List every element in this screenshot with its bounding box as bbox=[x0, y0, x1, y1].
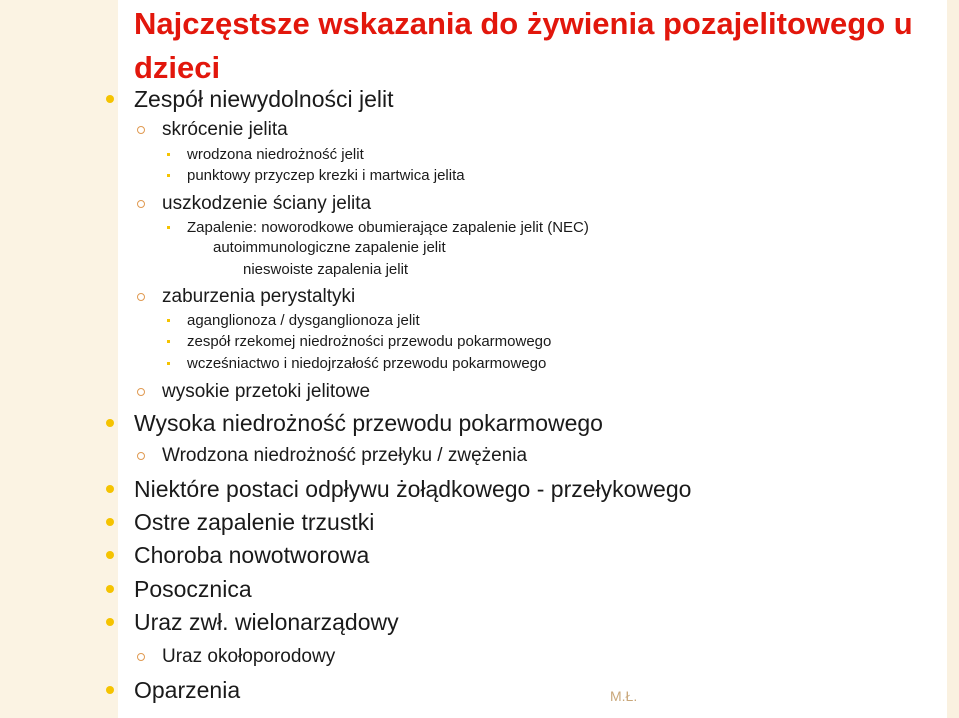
list-item-text: zespół rzekomej niedrożności przewodu pokarmowego bbox=[187, 333, 552, 350]
bullet-icon bbox=[106, 585, 114, 593]
list-item-text: skrócenie jelita bbox=[162, 119, 288, 140]
bullet-icon bbox=[137, 653, 145, 661]
list-item-text: wcześniactwo i niedojrzałość przewodu pokarmowego bbox=[187, 355, 547, 372]
list-item-text: Zapalenie: noworodkowe obumierające zapalenie jelit (NEC) bbox=[187, 219, 589, 236]
bullet-icon bbox=[167, 226, 170, 229]
list-item-text: nieswoiste zapalenia jelit bbox=[243, 261, 409, 278]
list-item-text: Wrodzona niedrożność przełyku / zwężenia bbox=[162, 445, 528, 466]
bullet-icon bbox=[137, 200, 145, 208]
list-item-text: Niektóre postaci odpływu żołądkowego - przełykowego bbox=[134, 476, 692, 502]
left-decorative-band bbox=[0, 0, 118, 718]
list-item-text: wrodzona niedrożność jelit bbox=[187, 146, 364, 163]
list-item-text: Wysoka niedrożność przewodu pokarmowego bbox=[134, 410, 603, 436]
list-item-text: punktowy przyczep krezki i martwica jelita bbox=[187, 167, 465, 184]
list-item-text: autoimmunologiczne zapalenie jelit bbox=[213, 239, 446, 256]
slide-title: Najczęstsze wskazania do żywienia pozajelitowego u dzieci bbox=[134, 6, 913, 85]
list-item-text: wysokie przetoki jelitowe bbox=[162, 381, 371, 402]
list-item-text: Choroba nowotworowa bbox=[134, 542, 370, 568]
bullet-icon bbox=[137, 388, 145, 396]
list-item-text: Ostre zapalenie trzustki bbox=[134, 509, 375, 535]
bullet-icon bbox=[106, 551, 114, 559]
bullet-icon bbox=[106, 485, 114, 493]
bullet-icon bbox=[106, 518, 114, 526]
bullet-icon bbox=[137, 293, 145, 301]
bullet-icon bbox=[167, 174, 170, 177]
bullet-icon bbox=[167, 153, 170, 156]
list-item-text: Oparzenia bbox=[134, 677, 241, 703]
bullet-icon bbox=[137, 452, 145, 460]
list-item-text: uszkodzenie ściany jelita bbox=[162, 193, 372, 214]
right-decorative-band bbox=[947, 0, 959, 718]
bullet-icon bbox=[106, 618, 114, 626]
bullet-icon bbox=[167, 340, 170, 343]
list-item-text: Uraz zwł. wielonarządowy bbox=[134, 609, 399, 635]
author-initials: M.Ł. bbox=[610, 688, 638, 704]
bullet-icon bbox=[167, 319, 170, 322]
list-item-text: Posocznica bbox=[134, 576, 252, 602]
bullet-icon bbox=[106, 419, 114, 427]
list-item-text: Uraz okołoporodowy bbox=[162, 646, 336, 667]
bullet-icon bbox=[137, 126, 145, 134]
bullet-icon bbox=[106, 686, 114, 694]
list-item-text: Zespół niewydolności jelit bbox=[134, 86, 394, 112]
bullet-icon bbox=[167, 362, 170, 365]
bullet-icon bbox=[106, 95, 114, 103]
list-item-text: zaburzenia perystaltyki bbox=[162, 286, 356, 307]
list-item-text: aganglionoza / dysganglionoza jelit bbox=[187, 312, 420, 329]
